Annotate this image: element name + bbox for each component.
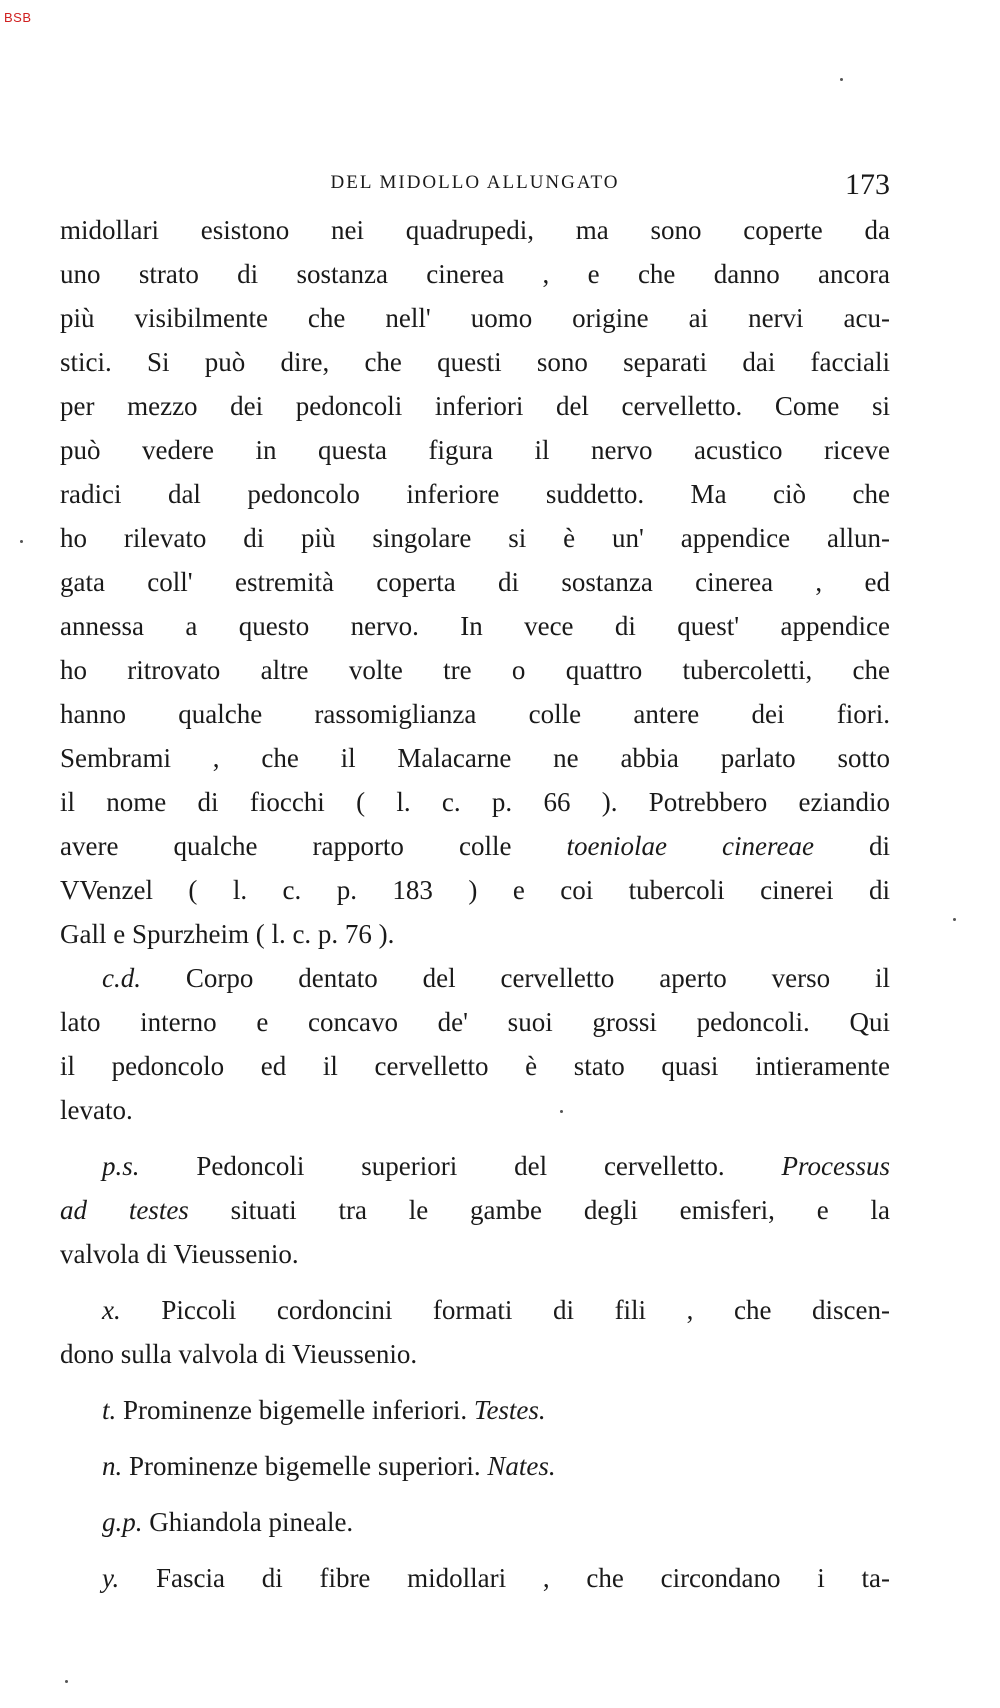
- text-segment: Prominenze bigemelle superiori.: [122, 1451, 488, 1481]
- legend-entry-t: [60, 1388, 890, 1432]
- latin-term: Nates.: [487, 1451, 556, 1481]
- text-line: annessa a questo nervo. In vece di quest' appendice: [60, 611, 890, 641]
- legend-label: c.d.: [102, 963, 141, 993]
- legend-entry-ps: [60, 1144, 890, 1276]
- paragraph-main: [60, 208, 890, 956]
- text-segment: situati tra le gambe degli emisferi, e la: [188, 1195, 890, 1225]
- text-line: hanno qualche rassomiglianza colle antere dei fiori.: [60, 699, 890, 729]
- legend-label: x.: [102, 1295, 121, 1325]
- text-line: [60, 1444, 890, 1488]
- text-line: valvola di Vieussenio.: [60, 1239, 299, 1269]
- text-line: stici. Si può dire, che questi sono separati dai facciali: [60, 347, 890, 377]
- text-line: [60, 1388, 890, 1432]
- text-line: il pedoncolo ed il cervelletto è stato quasi intieramente: [60, 1051, 890, 1081]
- running-head: [60, 168, 890, 208]
- text-segment: Ghiandola pineale.: [142, 1507, 354, 1537]
- text-line: radici dal pedoncolo inferiore suddetto. Ma ciò che: [60, 479, 890, 509]
- latin-term: toeniolae cinereae: [566, 831, 814, 861]
- scan-speck: [953, 918, 956, 921]
- text-segment: Pedoncoli superiori del cervelletto.: [139, 1151, 782, 1181]
- page-body: [60, 208, 890, 1600]
- text-segment: Corpo dentato del cervelletto aperto verso il: [140, 963, 890, 993]
- text-line: più visibilmente che nell' uomo origine ai nervi acu-: [60, 303, 890, 333]
- legend-entry-cd: [60, 956, 890, 1132]
- latin-term: ad testes: [60, 1195, 189, 1225]
- page-number: 173: [845, 168, 890, 201]
- scan-speck: [20, 540, 23, 543]
- latin-term: Testes.: [473, 1395, 546, 1425]
- text-line: midollari esistono nei quadrupedi, ma sono coperte da: [60, 215, 890, 245]
- text-segment: Fascia di fibre midollari , che circondano i ta-: [119, 1563, 890, 1593]
- text-segment: avere qualche rapporto colle: [60, 831, 567, 861]
- text-line: Sembrami , che il Malacarne ne abbia parlato sotto: [60, 743, 890, 773]
- text-line: VVenzel ( l. c. p. 183 ) e coi tubercoli cinerei di: [60, 875, 890, 905]
- text-line: levato.: [60, 1095, 133, 1125]
- legend-label: p.s.: [102, 1151, 140, 1181]
- text-line: [60, 1144, 890, 1188]
- legend-entry-x: [60, 1288, 890, 1376]
- scan-speck: [560, 1110, 563, 1113]
- text-segment: Piccoli cordoncini formati di fili , che discen-: [120, 1295, 890, 1325]
- legend-label: y.: [102, 1563, 120, 1593]
- text-line: [60, 1288, 890, 1332]
- scan-speck: [840, 78, 843, 81]
- text-line: ho ritrovato altre volte tre o quattro tubercoletti, che: [60, 655, 890, 685]
- legend-entry-gp: [60, 1500, 890, 1544]
- text-line: [60, 956, 890, 1000]
- scan-speck: [65, 1680, 68, 1683]
- text-line: il nome di fiocchi ( l. c. p. 66 ). Potrebbero eziandio: [60, 787, 890, 817]
- text-line: [60, 1188, 890, 1232]
- text-line: ho rilevato di più singolare si è un' appendice allun-: [60, 523, 890, 553]
- text-line: può vedere in questa figura il nervo acustico riceve: [60, 435, 890, 465]
- text-line: [60, 1556, 890, 1600]
- latin-term: Processus: [781, 1151, 890, 1181]
- text-segment: di: [813, 831, 890, 861]
- text-segment: Prominenze bigemelle inferiori.: [116, 1395, 474, 1425]
- legend-label: t.: [102, 1395, 117, 1425]
- text-line: dono sulla valvola di Vieussenio.: [60, 1339, 418, 1369]
- legend-entry-n: [60, 1444, 890, 1488]
- text-line: Gall e Spurzheim ( l. c. p. 76 ).: [60, 919, 395, 949]
- text-line: uno strato di sostanza cinerea , e che danno ancora: [60, 259, 890, 289]
- legend-entry-y: [60, 1556, 890, 1600]
- legend-label: n.: [102, 1451, 123, 1481]
- running-title: DEL MIDOLLO ALLUNGATO: [330, 172, 620, 193]
- text-line: lato interno e concavo de' suoi grossi pedoncoli. Qui: [60, 1007, 890, 1037]
- library-watermark: BSB: [4, 10, 32, 25]
- text-line: [60, 1500, 890, 1544]
- text-line: gata coll' estremità coperta di sostanza cinerea , ed: [60, 567, 890, 597]
- text-line: [60, 824, 890, 868]
- legend-label: g.p.: [102, 1507, 143, 1537]
- text-line: per mezzo dei pedoncoli inferiori del cervelletto. Come si: [60, 391, 890, 421]
